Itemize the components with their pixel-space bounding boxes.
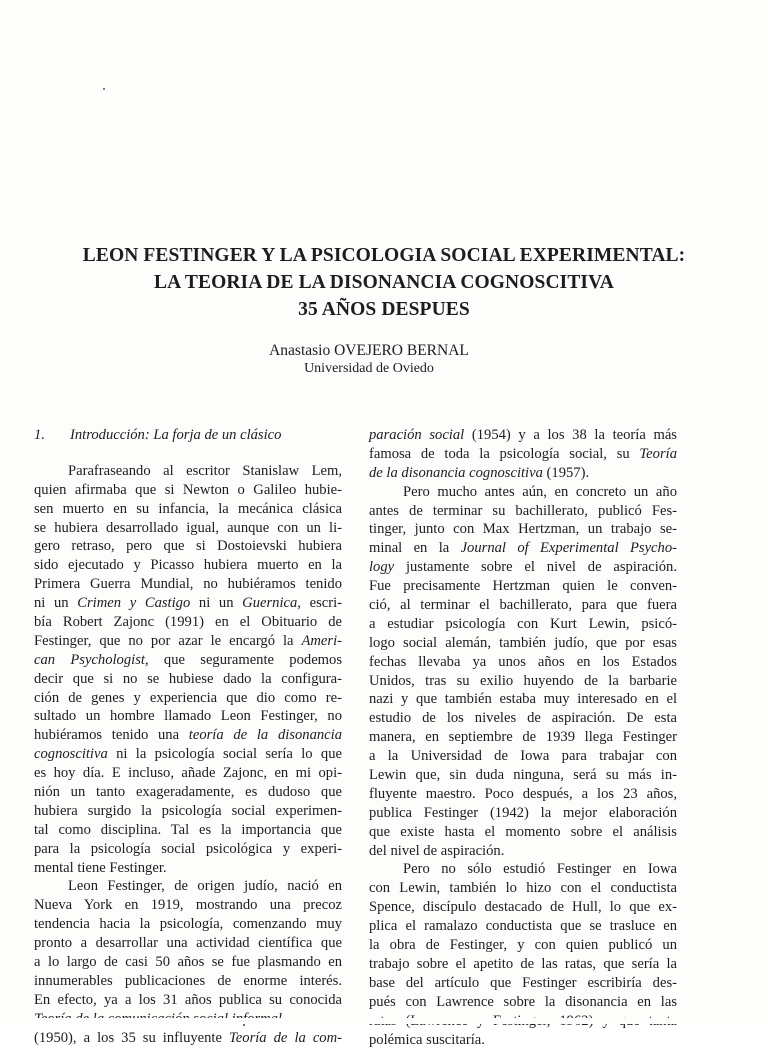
text-line — [34, 915, 342, 934]
text-line — [34, 1029, 342, 1048]
text-segment: la obra de Festinger, y con quien publicó un — [369, 937, 677, 953]
text-line — [369, 577, 677, 596]
right-column — [369, 426, 677, 1049]
text-segment: Nueva York en 1919, mostrando una precoz — [34, 897, 342, 913]
text-segment: a lo largo de casi 50 años se fue plasmando en — [34, 954, 342, 970]
section-title: Introducción: La forja de un clásico — [70, 427, 281, 443]
text-segment: se hubiera desarrollado igual, aunque con un li- — [34, 520, 342, 536]
text-segment: tinger, junto con Max Hertzman, un trabajo se- — [369, 521, 677, 537]
text-line — [369, 898, 677, 917]
text-segment: estudio de los niveles de aspiración. De esta — [369, 710, 677, 726]
page-bottom-edge — [0, 1018, 768, 1024]
text-line — [34, 500, 342, 519]
text-segment: fluyente maestro. Poco después, a los 23 años, — [369, 786, 677, 802]
text-line — [369, 596, 677, 615]
text-line — [34, 651, 342, 670]
text-segment: justamente sobre el nivel de aspiración. — [394, 559, 677, 575]
text-segment: con Lewin, también lo hizo con el conductista — [369, 880, 677, 896]
text-segment: a estudiar psicología con Kurt Lewin, psicó- — [369, 616, 677, 632]
text-line — [34, 991, 342, 1010]
italic-text: Teoría — [639, 446, 677, 462]
text-line — [369, 615, 677, 634]
text-segment: base del artículo que Festinger escribiría des- — [369, 975, 677, 991]
text-line — [34, 896, 342, 915]
italic-text: de la disonancia cognoscitiva — [369, 465, 543, 481]
text-segment: mental tiene Festinger. — [34, 860, 167, 876]
text-line — [34, 670, 342, 689]
text-segment: a la Universidad de Iowa para trabajar con — [369, 748, 677, 764]
text-segment: tendencia hacia la psicología, comenzando muy — [34, 916, 342, 932]
text-segment: Spence, discípulo destacado de Hull, lo que ex- — [369, 899, 677, 915]
title-line-1: LEON FESTINGER Y LA PSICOLOGIA SOCIAL EXPERIMENTAL: — [30, 242, 738, 269]
italic-text: Crimen y Castigo — [77, 595, 190, 611]
text-segment: En efecto, ya a los 31 años publica su conocida — [34, 992, 342, 1008]
text-line — [369, 766, 677, 785]
text-line — [34, 877, 342, 896]
text-line — [369, 672, 677, 691]
text-line — [34, 575, 342, 594]
text-segment: que existe hasta el momento sobre el análisis — [369, 824, 677, 840]
text-segment: Festinger, que no por azar le encargó la — [34, 633, 301, 649]
italic-text: Guernica — [242, 595, 297, 611]
text-segment: sen muerto en su infancia, la mecánica clásica — [34, 501, 342, 517]
text-segment: trabajo sobre el apetito de las ratas, que sería la — [369, 956, 677, 972]
author-name: Anastasio OVEJERO BERNAL — [30, 341, 708, 361]
text-line — [369, 558, 677, 577]
text-line — [369, 634, 677, 653]
text-line — [34, 519, 342, 538]
text-line — [34, 594, 342, 613]
text-segment: plica el ramalazo conductista que se trasluce en — [369, 918, 677, 934]
text-segment: tal como disciplina. Tal es la importancia que — [34, 822, 342, 838]
text-line — [34, 537, 342, 556]
text-segment: Pero no sólo estudió Festinger en Iowa — [403, 861, 677, 877]
text-line — [369, 936, 677, 955]
text-line — [34, 556, 342, 575]
text-segment: ció, al terminar el bachillerato, para que fuera — [369, 597, 677, 613]
text-segment: para la psicología social psicológica y experi- — [34, 841, 342, 857]
text-line — [34, 840, 342, 859]
text-line — [34, 462, 342, 481]
text-segment: Pero mucho antes aún, en concreto un año — [403, 484, 677, 500]
section-number: 1. — [34, 426, 70, 445]
author-affiliation: Universidad de Oviedo — [30, 360, 708, 378]
italic-text: logy — [369, 559, 394, 575]
text-segment: Parafraseando al escritor Stanislaw Lem, — [68, 463, 342, 479]
text-line — [34, 745, 342, 764]
text-line — [369, 785, 677, 804]
text-line — [369, 860, 677, 879]
text-line — [34, 934, 342, 953]
text-segment: ni un — [34, 595, 77, 611]
right-column-body — [369, 426, 677, 1049]
text-segment: nión un tanto exageradamente, es dudoso que — [34, 784, 342, 800]
text-line — [369, 1031, 677, 1049]
italic-text: teoría de la disonancia — [189, 727, 342, 743]
text-line — [369, 426, 677, 445]
text-line — [369, 539, 677, 558]
text-segment: ni un — [190, 595, 242, 611]
text-line — [34, 707, 342, 726]
text-line — [34, 481, 342, 500]
italic-text: cognoscitiva — [34, 746, 108, 762]
text-segment: Leon Festinger, de origen judío, nació en — [68, 878, 342, 894]
text-line — [34, 972, 342, 991]
text-segment: famosa de toda la psicología social, su — [369, 446, 639, 462]
text-segment: hubiéramos tenido una — [34, 727, 189, 743]
text-segment: sido ejecutado y Picasso hubiera muerto en la — [34, 557, 342, 573]
text-segment: Fue precisamente Hertzman quien le conven- — [369, 578, 677, 594]
text-segment: innumerables publicaciones de enorme interés. — [34, 973, 342, 989]
text-segment: del nivel de aspiración. — [369, 843, 504, 859]
text-segment: Unidos, tras su exilio huyendo de la barbarie — [369, 673, 677, 689]
text-segment: decir que si no se hubiese dado la configura- — [34, 671, 342, 687]
text-line — [369, 502, 677, 521]
text-line — [369, 709, 677, 728]
text-segment: sultado un hombre llamado Leon Festinger, no — [34, 708, 342, 724]
left-column-body — [34, 462, 342, 1048]
text-segment: gero retraso, pero que si Dostoievski hubiera — [34, 538, 342, 554]
text-line — [369, 483, 677, 502]
text-segment: nazi y que también estaba muy interesado en el — [369, 691, 677, 707]
paper-title — [30, 242, 738, 323]
text-segment: hubiera surgido la psicología social experimen- — [34, 803, 342, 819]
text-segment: minal en la — [369, 540, 461, 556]
text-segment: fechas llevaba ya unos años en los Estados — [369, 654, 677, 670]
text-line — [34, 764, 342, 783]
text-line — [34, 613, 342, 632]
text-line — [34, 632, 342, 651]
text-line — [34, 783, 342, 802]
section-heading — [34, 426, 342, 445]
text-line — [369, 520, 677, 539]
italic-text: Journal of Experimental Psycho- — [461, 540, 677, 556]
text-line — [369, 464, 677, 483]
text-segment: es hoy día. E incluso, añade Zajonc, en mi opi- — [34, 765, 342, 781]
text-segment: (1950), a los 35 su influyente — [34, 1030, 229, 1046]
text-line — [369, 804, 677, 823]
text-line — [369, 653, 677, 672]
text-segment: quien afirmaba que si Newton o Galileo hubie- — [34, 482, 342, 498]
text-line — [369, 955, 677, 974]
italic-text: Teoría de la com- — [229, 1030, 342, 1046]
text-segment: manera, en septiembre de 1939 llega Festinger — [369, 729, 677, 745]
text-line — [369, 823, 677, 842]
text-segment: Lewin que, sin duda ninguna, será su más in- — [369, 767, 677, 783]
italic-text: paración social — [369, 427, 464, 443]
text-segment: ni la psicología social sería lo que — [108, 746, 342, 762]
text-segment: publica Festinger (1942) la mejor elaboración — [369, 805, 677, 821]
text-segment: (1957). — [543, 465, 589, 481]
text-line — [34, 953, 342, 972]
text-line — [369, 993, 677, 1012]
text-line — [369, 690, 677, 709]
text-segment: pués con Lawrence sobre la disonancia en las — [369, 994, 677, 1010]
text-line — [369, 879, 677, 898]
left-column — [34, 426, 342, 1048]
text-line — [369, 974, 677, 993]
text-segment: pronto a desarrollar una actividad científica que — [34, 935, 342, 951]
text-line — [34, 689, 342, 708]
text-line — [34, 726, 342, 745]
text-segment: (1954) y a los 38 la teoría más — [464, 427, 677, 443]
text-line — [369, 728, 677, 747]
text-line — [34, 821, 342, 840]
text-segment: Primera Guerra Mundial, no hubiéramos tenido — [34, 576, 342, 592]
scan-speck — [103, 88, 105, 90]
text-segment: antes de terminar su bachillerato, publicó Fes- — [369, 503, 677, 519]
text-line — [369, 747, 677, 766]
text-segment: , que seguramente podemos — [145, 652, 342, 668]
text-segment: ción de genes y experiencia que dio como re- — [34, 690, 342, 706]
title-line-3: 35 AÑOS DESPUES — [30, 296, 738, 323]
text-line — [34, 802, 342, 821]
text-segment: polémica suscitaría. — [369, 1032, 485, 1048]
text-segment: logo social alemán, también judío, que por esas — [369, 635, 677, 651]
text-line — [369, 445, 677, 464]
text-segment: , escri- — [297, 595, 342, 611]
italic-text: can Psychologist — [34, 652, 145, 668]
title-line-2: LA TEORIA DE LA DISONANCIA COGNOSCITIVA — [30, 269, 738, 296]
text-line — [34, 859, 342, 878]
text-line — [369, 842, 677, 861]
text-segment: bía Robert Zajonc (1991) en el Obituario de — [34, 614, 342, 630]
italic-text: Ameri- — [301, 633, 342, 649]
text-line — [369, 917, 677, 936]
